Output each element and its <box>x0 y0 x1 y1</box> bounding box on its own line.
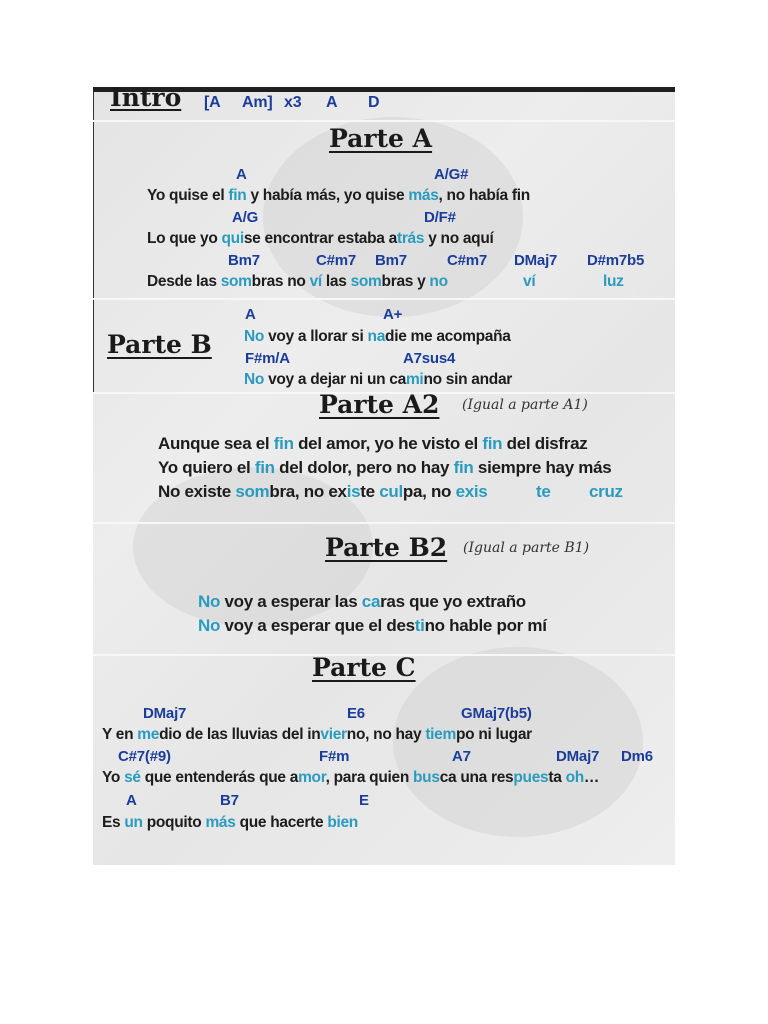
chord: A/G <box>232 209 259 226</box>
chord: A <box>126 792 137 809</box>
lyric-segment: que hacerte <box>235 814 328 831</box>
chord: DMaj7 <box>143 705 187 722</box>
lyric-highlight: fin <box>228 187 247 204</box>
lyric-segment: del disfraz <box>502 434 588 453</box>
lyric-highlight: som <box>350 273 382 290</box>
left-border <box>93 92 94 392</box>
chord: A+ <box>383 306 403 323</box>
lyric-segment: bras y <box>381 273 430 290</box>
lyric-segment: se encontrar estaba a <box>243 230 397 247</box>
lyric-line <box>102 814 358 832</box>
lyric-segment: no hable por mí <box>424 616 547 635</box>
chord: Bm7 <box>228 252 260 269</box>
lyric-segment: y había más, yo quise <box>246 187 409 204</box>
lyric-highlight: mi <box>405 371 424 388</box>
lyric-line <box>102 769 599 787</box>
lyric-highlight-luz: luz <box>603 273 624 290</box>
lyric-highlight: trás <box>396 230 425 247</box>
lyric-highlight: fin <box>273 434 294 453</box>
lyric-segment: dio de las lluvias del in <box>159 726 321 743</box>
lyric-highlight: No <box>244 371 265 388</box>
lyric-line <box>198 592 526 612</box>
chord: A7 <box>452 748 471 765</box>
intro-chord: D <box>368 94 380 111</box>
lyric-line <box>158 458 611 478</box>
lyric-highlight: mor <box>298 769 326 786</box>
lyric-highlight: fin <box>254 458 275 477</box>
separator <box>93 298 675 300</box>
chord: B7 <box>220 792 239 809</box>
lyric-highlight: na <box>367 328 386 345</box>
chord: A7sus4 <box>403 350 456 367</box>
lyric-segment: ras que yo extraño <box>380 592 526 611</box>
lyric-segment: Es <box>102 814 125 831</box>
lyric-segment: ca una res <box>439 769 514 786</box>
lyric-highlight: No <box>198 592 221 611</box>
lyric-segment: no sin andar <box>423 371 512 388</box>
chord: E6 <box>347 705 365 722</box>
lyric-segment: no, no hay <box>346 726 426 743</box>
lyric-segment: po ni lugar <box>455 726 532 743</box>
lyric-line <box>147 273 448 291</box>
lyric-line <box>158 434 587 454</box>
separator <box>93 120 675 122</box>
lyric-highlight: som <box>220 273 252 290</box>
lyric-highlight-vi: ví <box>523 273 536 290</box>
section-title-parte-a2: Parte A2 <box>319 390 440 419</box>
lyric-highlight: ti <box>414 616 425 635</box>
lyric-segment: del dolor, pero no hay <box>274 458 454 477</box>
lyric-highlight: más <box>205 814 236 831</box>
separator <box>93 522 675 524</box>
lyric-segment: Yo quise el <box>147 187 229 204</box>
lyric-highlight: vier <box>320 726 347 743</box>
lyric-segment: , no había fin <box>438 187 530 204</box>
lyric-highlight: fin <box>482 434 503 453</box>
lyric-highlight: bien <box>327 814 358 831</box>
lyric-highlight: no <box>429 273 448 290</box>
lyric-highlight: un <box>124 814 143 831</box>
lyric-line <box>244 328 511 346</box>
lyric-highlight: ca <box>361 592 381 611</box>
chord: D/F# <box>424 209 456 226</box>
chord: A <box>245 306 256 323</box>
intro-chord: [A <box>204 94 221 111</box>
lyric-highlight: No <box>244 328 265 345</box>
lyric-segment: bras no <box>251 273 310 290</box>
lyric-segment: … <box>583 769 600 786</box>
chord: A/G# <box>434 166 469 183</box>
section-title-parte-a: Parte A <box>329 124 433 153</box>
lyric-highlight: me <box>137 726 160 743</box>
lyric-highlight: oh <box>565 769 584 786</box>
lyric-segment: voy a esperar que el des <box>220 616 415 635</box>
lyric-line <box>244 371 512 389</box>
lyric-segment: voy a llorar si <box>264 328 368 345</box>
lyric-segment: las <box>321 273 351 290</box>
lyric-segment: poquito <box>142 814 206 831</box>
chord: D#m7b5 <box>587 252 645 269</box>
lyric-segment: que entenderás que a <box>140 769 299 786</box>
section-note: (Igual a parte A1) <box>462 397 588 413</box>
chord: DMaj7 <box>514 252 558 269</box>
section-title-parte-b: Parte B <box>107 330 212 359</box>
chord: DMaj7 <box>556 748 600 765</box>
lyric-segment: Y en <box>102 726 138 743</box>
lyric-segment: voy a esperar las <box>220 592 362 611</box>
intro-title: Intro <box>110 83 182 112</box>
chord: C#7(#9) <box>118 748 171 765</box>
lyric-segment: y no aquí <box>424 230 494 247</box>
lyric-segment: Yo <box>102 769 125 786</box>
chord: F#m <box>319 748 350 765</box>
chord: A <box>236 166 247 183</box>
lyric-highlight: pues <box>513 769 549 786</box>
lyric-segment: ta <box>548 769 566 786</box>
lyric-segment: voy a dejar ni un ca <box>264 371 406 388</box>
lyric-segment: Aunque sea el <box>158 434 274 453</box>
lyric-highlight: fin <box>453 458 474 477</box>
section-note: (Igual a parte B1) <box>463 540 590 556</box>
lyric-highlight: tiem <box>425 726 456 743</box>
lyric-segment: Lo que yo <box>147 230 222 247</box>
chord: E <box>359 792 369 809</box>
lyric-highlight: No <box>198 616 221 635</box>
intro-chord: Am] <box>242 94 273 111</box>
lyric-line <box>198 616 547 636</box>
section-title-parte-b2: Parte B2 <box>325 533 448 562</box>
chord: Dm6 <box>621 748 653 765</box>
lyric-segment: Desde las <box>147 273 221 290</box>
lyric-segment: , para quien <box>325 769 414 786</box>
lyric-segment: del amor, yo he visto el <box>293 434 483 453</box>
chord: F#m/A <box>245 350 290 367</box>
lyric-highlight: sé <box>124 769 141 786</box>
lyric-highlight: bus <box>413 769 440 786</box>
chord: Bm7 <box>375 252 407 269</box>
intro-repeat: x3 <box>284 94 302 111</box>
lyric-line: No existe sombra, no existe culpa, no exis <box>158 482 488 501</box>
chord: GMaj7(b5) <box>461 705 532 722</box>
lyric-segment: siempre hay más <box>473 458 612 477</box>
chord: C#m7 <box>447 252 488 269</box>
section-title-parte-c: Parte C <box>312 653 416 682</box>
lyric-highlight-cruz: cruz <box>589 482 623 501</box>
lyric-highlight: más <box>408 187 439 204</box>
lyric-line <box>147 230 494 248</box>
lyric-segment: die me acompaña <box>385 328 511 345</box>
lyric-line <box>102 726 532 744</box>
lyric-line <box>147 187 530 205</box>
intro-chord: A <box>326 94 338 111</box>
lyric-highlight: qui <box>221 230 244 247</box>
chord: C#m7 <box>316 252 357 269</box>
lyric-highlight: ví <box>309 273 322 290</box>
lyric-segment: Yo quiero el <box>158 458 255 477</box>
lyric-highlight-te: te <box>536 482 551 501</box>
